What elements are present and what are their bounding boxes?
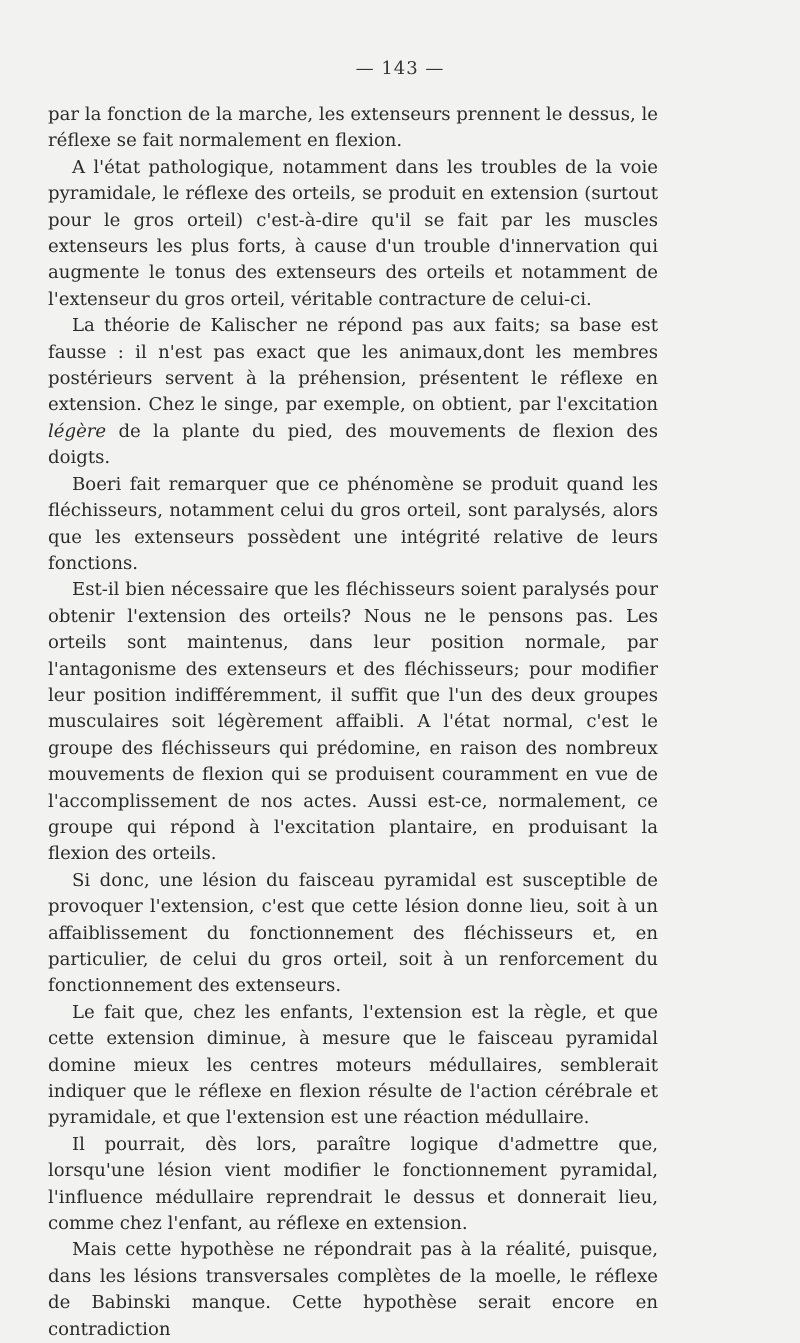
paragraph-5: Est-il bien nécessaire que les fléchisseurs soient paralysés pour obtenir l'extension des orteils? Nous ne le pensons pas. Les orteils sont maintenus, dans leur position normale, par l'antagonisme des extenseurs et des fléchisseurs; pour modifier leur position indifféremment, il suffit que l'un des deux groupes musculaires soit légèrement affaibli. A l'état normal, c'est le groupe des fléchisseurs qui prédomine, en raison des nombreux mouvements de flexion qui se produisent couramment en vue de l'accomplissement de nos actes. Aussi est-ce, normalement, ce groupe qui répond à l'excitation plantaire, en produisant la flexion des orteils. [48, 579, 658, 865]
page-number: — 143 — [355, 58, 445, 79]
paragraph-9: Mais cette hypothèse ne répondrait pas à la réalité, puisque, dans les lésions transversales complètes de la moelle, le réflexe de Babinski manque. Cette hypothèse serait encore en contradiction [48, 1239, 658, 1340]
paragraph-8: Il pourrait, dès lors, paraître logique d'admettre que, lorsqu'une lésion vient modifier le fonctionnement pyramidal, l'influence médullaire reprendrait le dessus et donnerait lieu, comme chez l'enfant, au réflexe en extension. [48, 1133, 658, 1235]
paragraph-2: A l'état pathologique, notamment dans les troubles de la voie pyramidale, le réflexe des orteils, se produit en extension (surtout pour le gros orteil) c'est-à-dire qu'il se fait par les muscles extenseurs les plus forts, à cause d'un trouble d'innervation qui augmente le tonus des extenseurs des orteils et notamment de l'extenseur du gros orteil, véritable contracture de celui-ci. [48, 156, 658, 310]
paragraph-4: Boeri fait remarquer que ce phénomène se produit quand les fléchisseurs, notamment celui du gros orteil, sont paralysés, alors que les extenseurs possèdent une intégrité relative de leurs fonctions. [48, 473, 658, 574]
paragraph-7: Le fait que, chez les enfants, l'extension est la règle, et que cette extension diminue, à mesure que le faisceau pyramidal domine mieux les centres moteurs médullaires, semblerait indiquer que le réflexe en flexion résulte de l'action cérébrale et pyramidale, et que l'extension est une réaction médullaire. [48, 1001, 658, 1129]
paragraph-6: Si donc, une lésion du faisceau pyramidal est susceptible de provoquer l'extension, c'est que cette lésion donne lieu, soit à un affaiblissement du fonctionnement des fléchisseurs et, en particulier, de celui du gros orteil, soit à un renforcement du fonctionnement des extenseurs. [48, 869, 658, 997]
paragraph-3 [48, 313, 658, 471]
paragraph-1: par la fonction de la marche, les extenseurs prennent le dessus, le réflexe se fait normalement en flexion. [48, 104, 658, 152]
paragraph-3-text-before: La théorie de Kalischer ne répond pas aux faits; sa base est fausse : il n'est pas exact que les animaux,dont les membres postérieurs servent à la préhension, présentent le réflexe en extension. Chez le singe, par exemple, on obtient, par l'excitation [48, 315, 658, 416]
body-text [48, 102, 658, 1343]
paragraph-3-text-after: de la plante du pied, des mouvements de flexion des doigts. [48, 420, 658, 469]
emphasis-legere: légère [48, 420, 107, 442]
